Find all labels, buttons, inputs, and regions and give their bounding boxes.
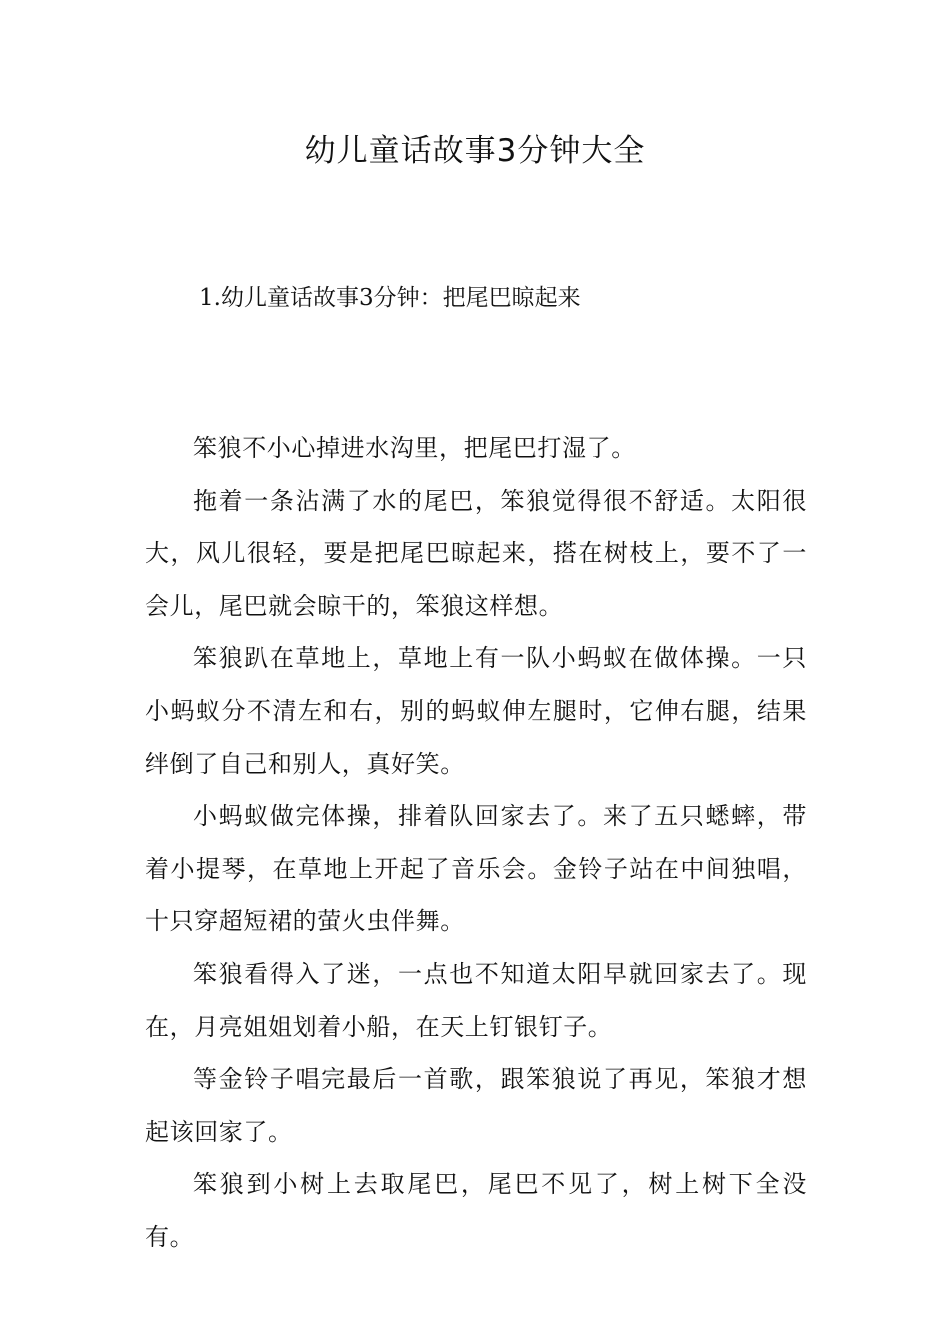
paragraph: 笨狼趴在草地上，草地上有一队小蚂蚁在做体操。一只小蚂蚁分不清左和右，别的蚂蚁伸左腿时，它伸右腿，结果绊倒了自己和别人，真好笑。: [145, 644, 807, 778]
story-body: [145, 422, 807, 1264]
paragraph: 等金铃子唱完最后一首歌，跟笨狼说了再见，笨狼才想起该回家了。: [145, 1065, 807, 1146]
paragraph: 笨狼到小树上去取尾巴，尾巴不见了，树上树下全没有。: [145, 1170, 807, 1251]
section-heading: 1.幼儿童话故事3分钟：把尾巴晾起来: [199, 285, 581, 311]
paragraph: 笨狼看得入了迷，一点也不知道太阳早就回家去了。现在，月亮姐姐划着小船，在天上钉银钉子。: [145, 959, 807, 1041]
paragraph: 拖着一条沾满了水的尾巴，笨狼觉得很不舒适。太阳很大，风儿很轻，要是把尾巴晾起来，搭在树枝上，要不了一会儿，尾巴就会晾干的，笨狼这样想。: [145, 486, 807, 620]
document-title: 幼儿童话故事3分钟大全: [304, 133, 646, 169]
paragraph: 笨狼不小心掉进水沟里，把尾巴打湿了。: [193, 434, 636, 462]
paragraph: 小蚂蚁做完体操，排着队回家去了。来了五只蟋蟀，带着小提琴，在草地上开起了音乐会。金铃子站在中间独唱，十只穿超短裙的萤火虫伴舞。: [145, 802, 807, 936]
